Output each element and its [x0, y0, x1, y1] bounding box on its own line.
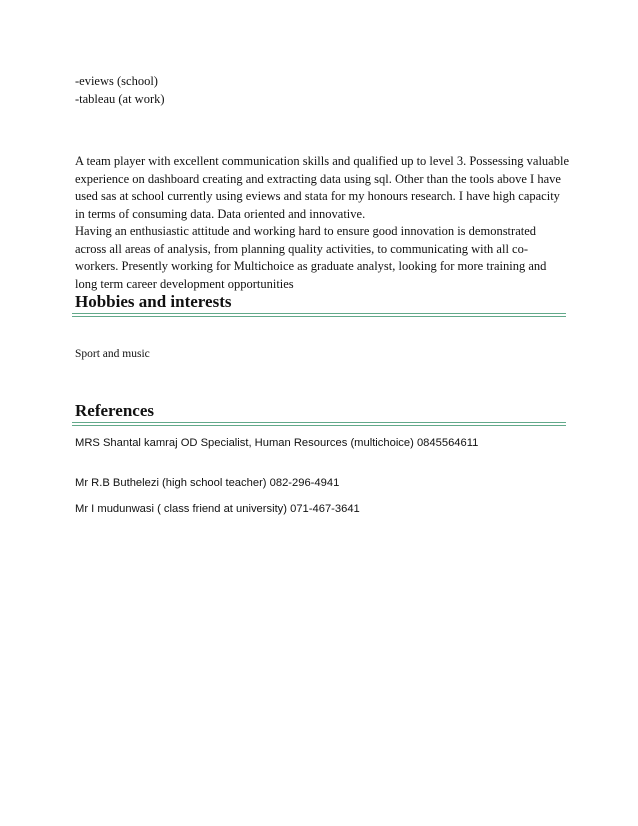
profile-summary: [75, 153, 570, 293]
reference-item: Mr R.B Buthelezi (high school teacher) 082-296-4941: [75, 477, 340, 489]
hobbies-divider: [72, 313, 566, 318]
reference-item: Mr I mudunwasi ( class friend at university) 071-467-3641: [75, 503, 360, 515]
summary-paragraph: A team player with excellent communication skills and qualified up to level 3. Possessing valuable experience on dashboard creating and extracting data using sql. Other than the tools above I have used sas at school currently using eviews and stata for my honours research. I have high capacity in terms of consuming data. Data oriented and innovative.: [75, 154, 569, 221]
tool-item-eviews: -eviews (school): [75, 74, 158, 88]
hobbies-heading: Hobbies and interests: [75, 292, 232, 311]
summary-paragraph: Having an enthusiastic attitude and working hard to ensure good innovation is demonstrated across all areas of analysis, from planning quality activities, to communicating with all co-workers. Presently working for Multichoice as graduate analyst, looking for more training and long term career development opportunities: [75, 224, 547, 291]
tool-item-tableau: -tableau (at work): [75, 92, 165, 106]
references-heading: References: [75, 401, 154, 420]
hobbies-text: Sport and music: [75, 348, 150, 360]
tools-list: [75, 72, 165, 108]
references-divider: [72, 422, 566, 427]
reference-item: MRS Shantal kamraj OD Specialist, Human Resources (multichoice) 0845564611: [75, 437, 479, 449]
